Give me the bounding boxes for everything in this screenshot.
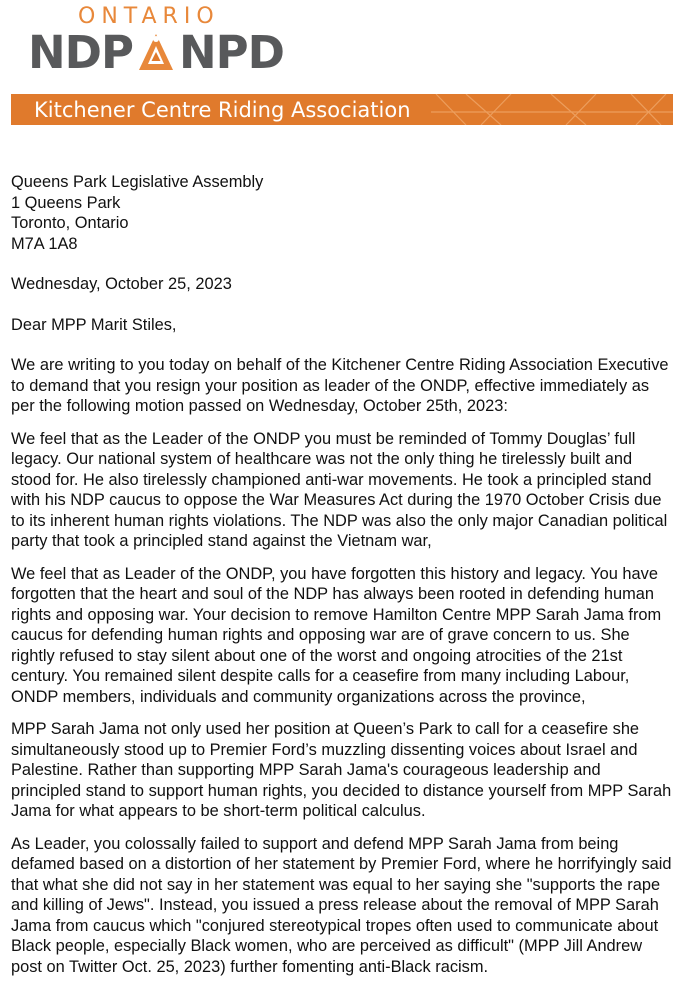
recipient-address <box>11 172 673 254</box>
logo-ndp-text: NDP <box>28 26 133 79</box>
address-line-2: 1 Queens Park <box>11 193 121 212</box>
letter-body <box>11 172 673 977</box>
address-line-1: Queens Park Legislative Assembly <box>11 173 264 191</box>
logo-npd-text: NPD <box>179 26 284 79</box>
body-paragraph: We feel that as Leader of the ONDP, you have forgotten this history and legacy. You have forgotten that the heart and soul of the NDP has always been rooted in defending human rights and opposing war. Your decision to remove Hamilton Centre MPP Sarah Jama from caucus for defending human rights and opposing war are of grave concern to us. She rightly refused to stay silent about one of the worst and ongoing atrocities of the 21st century. You remained silent despite calls for a ceasefire from many including Labour, ONDP members, individuals and community organizations across the province, <box>11 564 662 706</box>
logo-wordmark <box>28 26 284 79</box>
body-paragraph: MPP Sarah Jama not only used her position at Queen’s Park to call for a ceasefire she simultaneously stood up to Premier Ford’s muzzling dissenting voices about Israel and Palestine. Rather than supporting MPP Sarah Jama's courageous leadership and principled stand to support human rights, you decided to distance yourself from MPP Sarah Jama for what appears to be short-term political calculus. <box>11 720 672 820</box>
letter-date: Wednesday, October 25, 2023 <box>11 275 232 293</box>
letter-salutation: Dear MPP Marit Stiles, <box>11 315 177 334</box>
address-line-3: Toronto, Ontario <box>11 214 129 232</box>
ndp-triangle-sun-icon <box>135 30 177 76</box>
riding-association-banner <box>11 94 673 125</box>
body-paragraph: We are writing to you today on behalf of the Kitchener Centre Riding Association Executive to demand that you resign your position as leader of the ONDP, effective immediately as per the following motion passed on Wednesday, October 25th, 2023: <box>11 356 669 415</box>
logo-ontario-text: ONTARIO <box>78 4 220 29</box>
body-paragraph: We feel that as the Leader of the ONDP you must be reminded of Tommy Douglas’ full legacy. Our national system of healthcare was not the only thing he tirelessly built and stood for. He also tirelessly championed anti-war movements. He took a principled stand with his NDP caucus to oppose the War Measures Act during the 1970 October Crisis due to its inherent human rights violations. The NDP was also the only major Canadian political party that took a principled stand against the Vietnam war, <box>11 429 668 550</box>
body-paragraph: As Leader, you colossally failed to support and defend MPP Sarah Jama from being defamed based on a distortion of her statement by Premier Ford, where he horrifyingly said that what she did not say in her statement was equal to her saying she "supports the rape and killing of Jews". Instead, you issued a press release about the removal of MPP Sarah Jama from caucus which "conjured stereotypical tropes often used to communicate about Black people, especially Black women, who are perceived as difficult" (MPP Jill Andrew post on Twitter Oct. 25, 2023) further fomenting anti-Black racism. <box>11 834 672 976</box>
banner-title: Kitchener Centre Riding Association <box>34 98 411 122</box>
address-line-4: M7A 1A8 <box>11 234 78 253</box>
ontario-ndp-logo <box>28 2 288 82</box>
